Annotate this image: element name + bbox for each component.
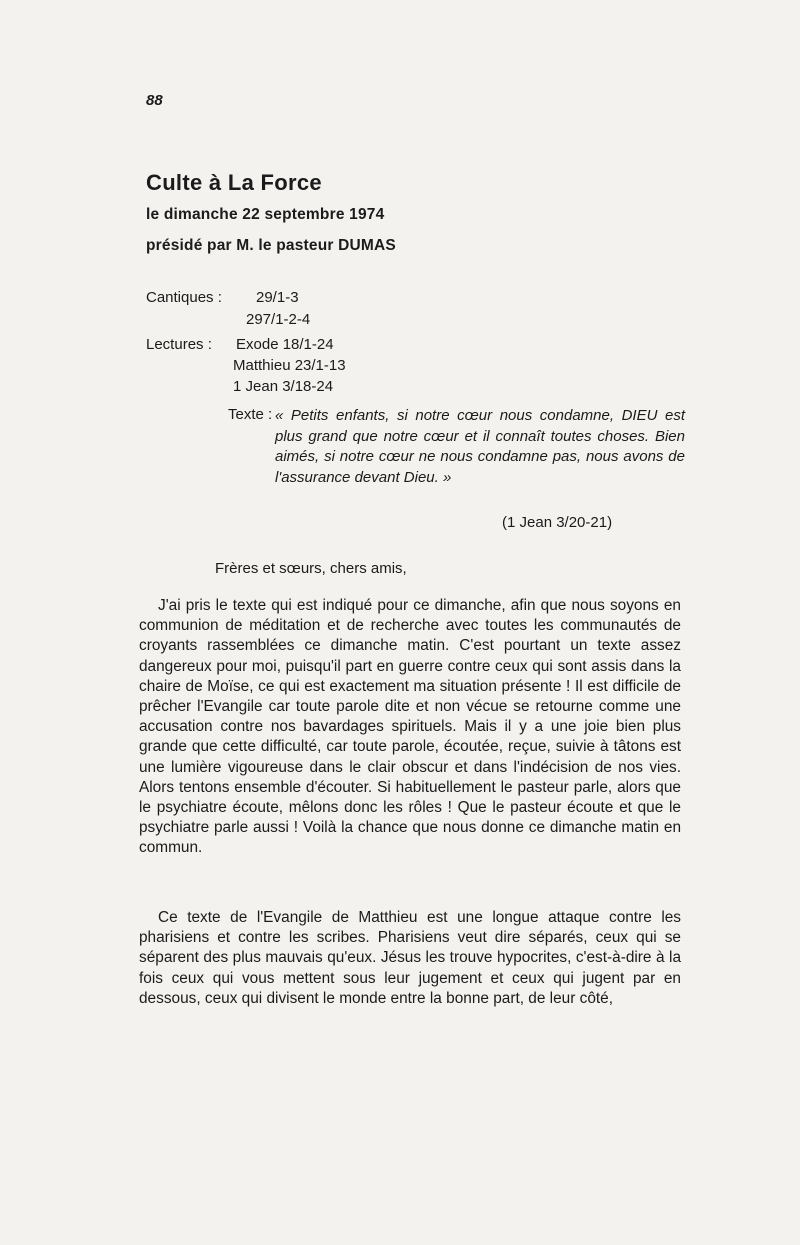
service-presider: présidé par M. le pasteur DUMAS <box>146 237 396 254</box>
sermon-paragraph: J'ai pris le texte qui est indiqué pour ce dimanche, afin que nous soyons en communion de méditation et de recherche avec toutes les communautés de croyants rassemblées ce dimanche matin. C'est pourtant un texte assez dangereux pour moi, puisqu'il part en guerre contre ceux qui sont assis dans la chaire de Moïse, ce qui est exactement ma situation présente ! Il est difficile de prêcher l'Evangile car toute parole dite et non vécue se retourne comme une accusation contre nos bavardages spirituels. Mais il y a une joie bien plus grande que cette difficulté, car toute parole, écoutée, reçue, suivie à tâtons est une lumière vigoureuse dans le clair obscur et dans l'indécision de nos vies. Alors tentons ensemble d'écouter. Si habituellement le pasteur parle, alors que le psychiatre écoute, mêlons donc les rôles ! Que le pasteur écoute et que le psychiatre parle aussi ! Voilà la chance que nous donne ce dimanche matin en commun. <box>139 597 681 857</box>
page-title: Culte à La Force <box>146 170 322 195</box>
lecture-item: 1 Jean 3/18-24 <box>233 378 334 395</box>
texte-label: Texte : <box>228 406 273 423</box>
sermon-paragraph: Ce texte de l'Evangile de Matthieu est une longue attaque contre les pharisiens et contre les scribes. Pharisiens veut dire séparés, ceux qui se séparent des plus mauvais qu'eux. Jésus les trouve hypocrites, c'est-à-dire à la fois ceux qui vous mettent sous leur jugement et ceux qui jugent par en dessous, ceux qui divisent le monde entre la bonne part, de leur côté, <box>139 909 681 1007</box>
cantique-item: 29/1-3 <box>256 289 299 306</box>
page-number: 88 <box>146 92 163 109</box>
salutation: Frères et sœurs, chers amis, <box>215 560 407 577</box>
cantique-item: 297/1-2-4 <box>246 311 311 328</box>
lectures-label: Lectures : <box>146 336 212 353</box>
cantiques-label: Cantiques : <box>146 289 222 306</box>
lecture-item: Exode 18/1-24 <box>236 336 334 353</box>
service-date: le dimanche 22 septembre 1974 <box>146 206 385 223</box>
lecture-item: Matthieu 23/1-13 <box>233 357 346 374</box>
scripture-reference: (1 Jean 3/20-21) <box>502 514 613 531</box>
scripture-quote: « Petits enfants, si notre cœur nous condamne, DIEU est plus grand que notre cœur et il connaît toutes choses. Bien aimés, si notre cœur ne nous condamne pas, nous avons de l'assurance devant Dieu. » <box>275 407 685 486</box>
